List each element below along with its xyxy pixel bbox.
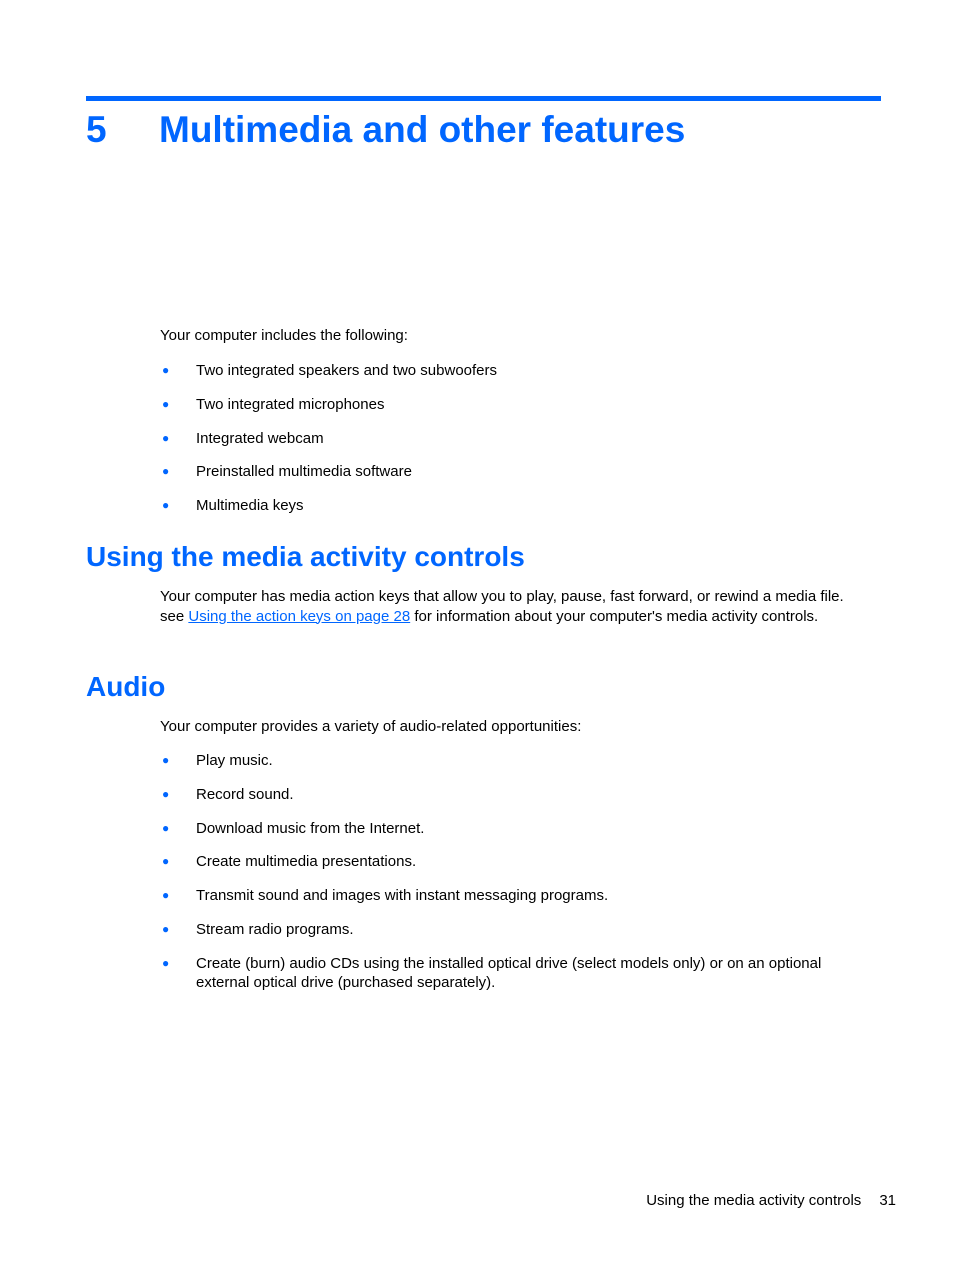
bullet-icon: ●	[162, 396, 170, 411]
media-controls-paragraph: Your computer has media action keys that allow you to play, pause, fast forward, or rewind a media file. see Using the action keys on page 28 for information about your computer's media activity controls.	[160, 588, 844, 625]
bullet-icon: ●	[162, 854, 170, 869]
chapter-number: 5	[86, 109, 107, 150]
bullet-icon: ●	[162, 498, 170, 513]
bullet-icon: ●	[162, 921, 170, 936]
page-footer	[646, 1191, 896, 1211]
bullet-icon: ●	[162, 430, 170, 445]
list-item: ● Two integrated speakers and two subwoofers	[162, 362, 498, 379]
action-keys-link[interactable]: Using the action keys on page 28	[188, 607, 411, 625]
list-item: ● Stream radio programs.	[162, 920, 354, 938]
bullet-icon: ●	[162, 786, 170, 801]
audio-paragraph: Your computer provides a variety of audio-related opportunities:	[160, 718, 582, 735]
list-item: ● Create multimedia presentations.	[162, 853, 417, 871]
list-item: ● Play music.	[162, 752, 273, 769]
bullet-icon: ●	[162, 363, 170, 377]
intro-feature-list	[160, 361, 872, 530]
list-item: ● Integrated webcam	[162, 429, 324, 447]
section-heading-audio: Audio	[86, 671, 166, 702]
footer-section-title: Using the media activity controls	[646, 1192, 862, 1209]
list-item: ● Multimedia keys	[162, 497, 304, 515]
list-item: ● Two integrated microphones	[162, 395, 385, 413]
chapter-heading	[86, 104, 685, 156]
chapter-rule	[86, 96, 881, 101]
bullet-icon: ●	[162, 820, 170, 835]
section-heading-media-controls: Using the media activity controls	[86, 541, 525, 572]
intro-paragraph: Your computer includes the following:	[160, 327, 408, 344]
audio-feature-list	[160, 751, 872, 1007]
list-item: ● Preinstalled multimedia software	[162, 463, 412, 481]
list-item: ● Transmit sound and images with instant messaging programs.	[162, 887, 609, 905]
bullet-icon: ●	[162, 753, 170, 767]
chapter-title: Multimedia and other features	[159, 109, 686, 150]
list-item: ● Create (burn) audio CDs using the installed optical drive (select models only) or on an optional external optical drive (purchased separately).	[162, 954, 822, 992]
bullet-icon: ●	[162, 888, 170, 903]
list-item: ● Record sound.	[162, 785, 294, 803]
page-number: 31	[879, 1192, 896, 1209]
list-item: ● Download music from the Internet.	[162, 819, 425, 837]
bullet-icon: ●	[162, 464, 170, 479]
bullet-icon: ●	[162, 955, 170, 970]
